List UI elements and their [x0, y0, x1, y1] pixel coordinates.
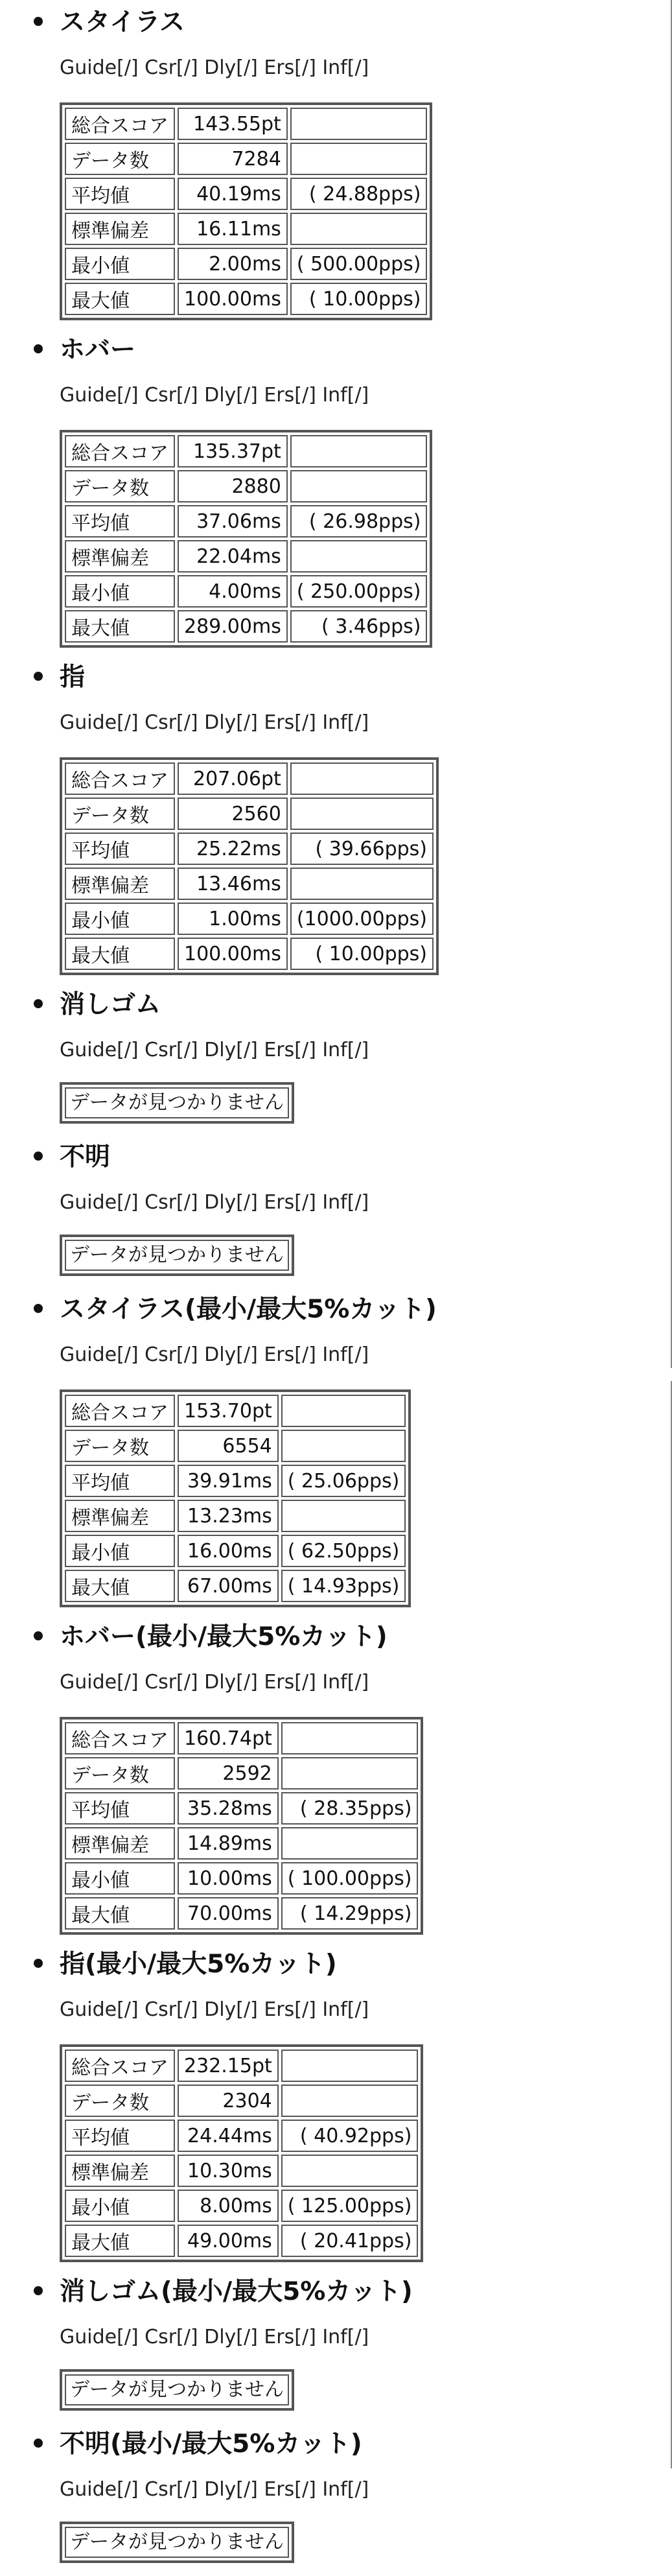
stat-value: 10.30ms [178, 2155, 279, 2187]
link-row[interactable]: Guide[/] Csr[/] Dly[/] Ers[/] Inf[/] [60, 711, 369, 734]
stat-rate: ( 100.00pps) [281, 1862, 419, 1895]
stats-table [60, 430, 432, 648]
stat-label: データ数 [65, 798, 175, 830]
stat-value: 8.00ms [178, 2190, 279, 2222]
stat-label: データ数 [65, 470, 175, 502]
stat-value: 35.28ms [178, 1792, 279, 1825]
stat-value: 2304 [178, 2085, 279, 2117]
stat-label: データ数 [65, 1757, 175, 1790]
stat-rate [290, 435, 428, 467]
table-row [65, 833, 434, 865]
stat-rate: ( 62.50pps) [281, 1535, 406, 1567]
stat-value: 10.00ms [178, 1862, 279, 1895]
stat-label: 平均値 [65, 1465, 175, 1497]
stat-rate: ( 500.00pps) [290, 248, 428, 280]
stat-rate: ( 20.41pps) [281, 2225, 419, 2257]
no-data-text: データが見つかりません [65, 2374, 289, 2405]
stat-label: 平均値 [65, 2120, 175, 2152]
stat-label: 最大値 [65, 283, 175, 315]
table-row [65, 798, 434, 830]
stat-value: 37.06ms [178, 505, 288, 538]
stat-rate: ( 26.98pps) [290, 505, 428, 538]
table-row [65, 1430, 406, 1462]
table-row [65, 505, 427, 538]
link-row[interactable]: Guide[/] Csr[/] Dly[/] Ers[/] Inf[/] [60, 1039, 369, 1061]
table-row [65, 1897, 418, 1930]
stats-table [60, 1389, 411, 1607]
stat-label: 総合スコア [65, 1395, 175, 1427]
stat-label: 最大値 [65, 2225, 175, 2257]
stat-value: 13.23ms [178, 1500, 279, 1532]
stats-table [60, 102, 432, 320]
no-data-text: データが見つかりません [65, 2527, 289, 2558]
stat-rate [290, 143, 428, 175]
table-row [65, 610, 427, 643]
stat-value: 2880 [178, 470, 288, 502]
section-heading: 消しゴム [60, 990, 161, 1019]
stat-rate: ( 14.29pps) [281, 1897, 419, 1930]
stat-rate [281, 2085, 419, 2117]
table-row [65, 762, 434, 795]
stat-label: データ数 [65, 143, 175, 175]
stat-rate [281, 1430, 406, 1462]
section [34, 327, 432, 661]
table-row [65, 1722, 418, 1755]
stat-value: 100.00ms [178, 938, 288, 970]
stat-rate: (1000.00pps) [290, 903, 434, 935]
table-row [65, 938, 434, 970]
stat-value: 22.04ms [178, 540, 288, 573]
stat-value: 135.37pt [178, 435, 288, 467]
stat-label: 標準偏差 [65, 868, 175, 900]
stat-label: 総合スコア [65, 2050, 175, 2082]
stat-value: 289.00ms [178, 610, 288, 643]
link-row[interactable]: Guide[/] Csr[/] Dly[/] Ers[/] Inf[/] [60, 1998, 369, 2021]
stat-rate: ( 14.93pps) [281, 1570, 406, 1602]
section-heading: 消しゴム(最小/最大5%カット) [60, 2277, 413, 2306]
table-row [65, 2120, 418, 2152]
stat-label: 標準偏差 [65, 1500, 175, 1532]
stat-rate: ( 39.66pps) [290, 833, 434, 865]
table-row [65, 2155, 418, 2187]
stat-label: 最小値 [65, 903, 175, 935]
link-row[interactable]: Guide[/] Csr[/] Dly[/] Ers[/] Inf[/] [60, 384, 369, 407]
no-data-box [60, 1235, 294, 1276]
table-row [65, 283, 427, 315]
section [34, 0, 432, 333]
section-heading: 指 [60, 663, 86, 692]
section-heading: 不明(最小/最大5%カット) [60, 2429, 362, 2459]
table-row [65, 435, 427, 467]
bullet-icon [34, 1631, 43, 1640]
stat-value: 13.46ms [178, 868, 288, 900]
table-row [65, 178, 427, 210]
no-data-box [60, 2369, 294, 2411]
table-row [65, 1862, 418, 1895]
table-row [65, 575, 427, 608]
stat-rate [281, 1757, 419, 1790]
stat-value: 16.11ms [178, 213, 288, 245]
stat-rate: ( 24.88pps) [290, 178, 428, 210]
table-row [65, 470, 427, 502]
stat-label: 平均値 [65, 178, 175, 210]
link-row[interactable]: Guide[/] Csr[/] Dly[/] Ers[/] Inf[/] [60, 1343, 369, 1366]
stat-rate [290, 762, 434, 795]
stat-value: 143.55pt [178, 108, 288, 140]
stat-label: 標準偏差 [65, 213, 175, 245]
stat-rate [281, 1827, 419, 1860]
table-row [65, 2225, 418, 2257]
stat-label: 最小値 [65, 2190, 175, 2222]
section-heading: 不明 [60, 1142, 111, 1172]
stat-rate [281, 1395, 406, 1427]
link-row[interactable]: Guide[/] Csr[/] Dly[/] Ers[/] Inf[/] [60, 1191, 369, 1214]
stats-table [60, 757, 439, 975]
section [34, 1942, 423, 2275]
table-row [65, 2190, 418, 2222]
stat-value: 207.06pt [178, 762, 288, 795]
stat-rate: ( 3.46pps) [290, 610, 428, 643]
stat-rate: ( 40.92pps) [281, 2120, 419, 2152]
no-data-text: データが見つかりません [65, 1240, 289, 1271]
table-row [65, 1792, 418, 1825]
stat-label: 最小値 [65, 575, 175, 608]
section-heading: 指(最小/最大5%カット) [60, 1950, 337, 1979]
stat-label: 総合スコア [65, 1722, 175, 1755]
stat-label: 総合スコア [65, 435, 175, 467]
bullet-icon [34, 2439, 43, 2448]
stat-label: 平均値 [65, 833, 175, 865]
stat-label: 最大値 [65, 610, 175, 643]
table-row [65, 1535, 406, 1567]
section [34, 2269, 413, 2424]
stat-value: 25.22ms [178, 833, 288, 865]
table-row [65, 1570, 406, 1602]
stat-rate [290, 213, 428, 245]
stat-value: 7284 [178, 143, 288, 175]
table-row [65, 143, 427, 175]
stat-value: 1.00ms [178, 903, 288, 935]
section [34, 2422, 369, 2576]
stats-table [60, 2044, 423, 2262]
stat-value: 232.15pt [178, 2050, 279, 2082]
section [34, 982, 369, 1137]
stat-rate: ( 125.00pps) [281, 2190, 419, 2222]
stat-value: 4.00ms [178, 575, 288, 608]
bullet-icon [34, 17, 43, 26]
stat-label: 標準偏差 [65, 2155, 175, 2187]
section-heading: ホバー(最小/最大5%カット) [60, 1622, 388, 1651]
table-row [65, 213, 427, 245]
stat-value: 40.19ms [178, 178, 288, 210]
stat-value: 16.00ms [178, 1535, 279, 1567]
stat-value: 67.00ms [178, 1570, 279, 1602]
bullet-icon [34, 999, 43, 1008]
no-data-box [60, 2522, 294, 2563]
stat-value: 2560 [178, 798, 288, 830]
table-row [65, 868, 434, 900]
stat-label: データ数 [65, 1430, 175, 1462]
table-row [65, 248, 427, 280]
link-row[interactable]: Guide[/] Csr[/] Dly[/] Ers[/] Inf[/] [60, 2326, 369, 2348]
stat-label: 平均値 [65, 505, 175, 538]
bullet-icon [34, 1304, 43, 1313]
table-row [65, 2085, 418, 2117]
stat-rate [281, 2155, 419, 2187]
stat-label: 最大値 [65, 1897, 175, 1930]
stat-label: 最小値 [65, 248, 175, 280]
section [34, 1135, 369, 1289]
no-data-box [60, 1082, 294, 1124]
table-row [65, 540, 427, 573]
table-row [65, 108, 427, 140]
bullet-icon [34, 1152, 43, 1161]
stats-table [60, 1717, 423, 1935]
stat-value: 2.00ms [178, 248, 288, 280]
stat-value: 49.00ms [178, 2225, 279, 2257]
stat-label: 最小値 [65, 1535, 175, 1567]
stat-value: 14.89ms [178, 1827, 279, 1860]
stat-value: 70.00ms [178, 1897, 279, 1930]
stat-value: 6554 [178, 1430, 279, 1462]
stat-label: 総合スコア [65, 108, 175, 140]
stat-value: 160.74pt [178, 1722, 279, 1755]
link-row[interactable]: Guide[/] Csr[/] Dly[/] Ers[/] Inf[/] [60, 1671, 369, 1694]
stat-label: 標準偏差 [65, 1827, 175, 1860]
section-heading: スタイラス(最小/最大5%カット) [60, 1295, 437, 1324]
bullet-icon [34, 672, 43, 681]
stat-rate [281, 1500, 406, 1532]
stat-rate [290, 868, 434, 900]
bullet-icon [34, 2286, 43, 2295]
stat-label: 最大値 [65, 938, 175, 970]
stat-label: 最小値 [65, 1862, 175, 1895]
section-heading: スタイラス [60, 8, 185, 37]
stat-rate [290, 540, 428, 573]
stat-rate: ( 250.00pps) [290, 575, 428, 608]
bullet-icon [34, 1959, 43, 1968]
table-row [65, 1500, 406, 1532]
table-row [65, 1757, 418, 1790]
stat-label: 平均値 [65, 1792, 175, 1825]
stat-rate: ( 28.35pps) [281, 1792, 419, 1825]
section [34, 1287, 437, 1620]
table-row [65, 2050, 418, 2082]
table-row [65, 903, 434, 935]
stat-value: 2592 [178, 1757, 279, 1790]
stat-label: データ数 [65, 2085, 175, 2117]
link-row[interactable]: Guide[/] Csr[/] Dly[/] Ers[/] Inf[/] [60, 56, 369, 79]
stat-rate [290, 470, 428, 502]
stat-rate [290, 798, 434, 830]
stat-rate [281, 2050, 419, 2082]
section [34, 1614, 423, 1948]
stat-label: 標準偏差 [65, 540, 175, 573]
stat-label: 最大値 [65, 1570, 175, 1602]
stat-rate: ( 10.00pps) [290, 938, 434, 970]
stat-value: 153.70pt [178, 1395, 279, 1427]
stat-rate [290, 108, 428, 140]
table-row [65, 1465, 406, 1497]
stat-rate: ( 25.06pps) [281, 1465, 406, 1497]
table-row [65, 1827, 418, 1860]
section [34, 655, 439, 988]
stat-rate [281, 1722, 419, 1755]
stat-rate: ( 10.00pps) [290, 283, 428, 315]
stat-value: 24.44ms [178, 2120, 279, 2152]
no-data-text: データが見つかりません [65, 1087, 289, 1118]
bullet-icon [34, 344, 43, 353]
stat-label: 総合スコア [65, 762, 175, 795]
section-heading: ホバー [60, 335, 136, 364]
table-row [65, 1395, 406, 1427]
stat-value: 39.91ms [178, 1465, 279, 1497]
stat-value: 100.00ms [178, 283, 288, 315]
link-row[interactable]: Guide[/] Csr[/] Dly[/] Ers[/] Inf[/] [60, 2478, 369, 2501]
